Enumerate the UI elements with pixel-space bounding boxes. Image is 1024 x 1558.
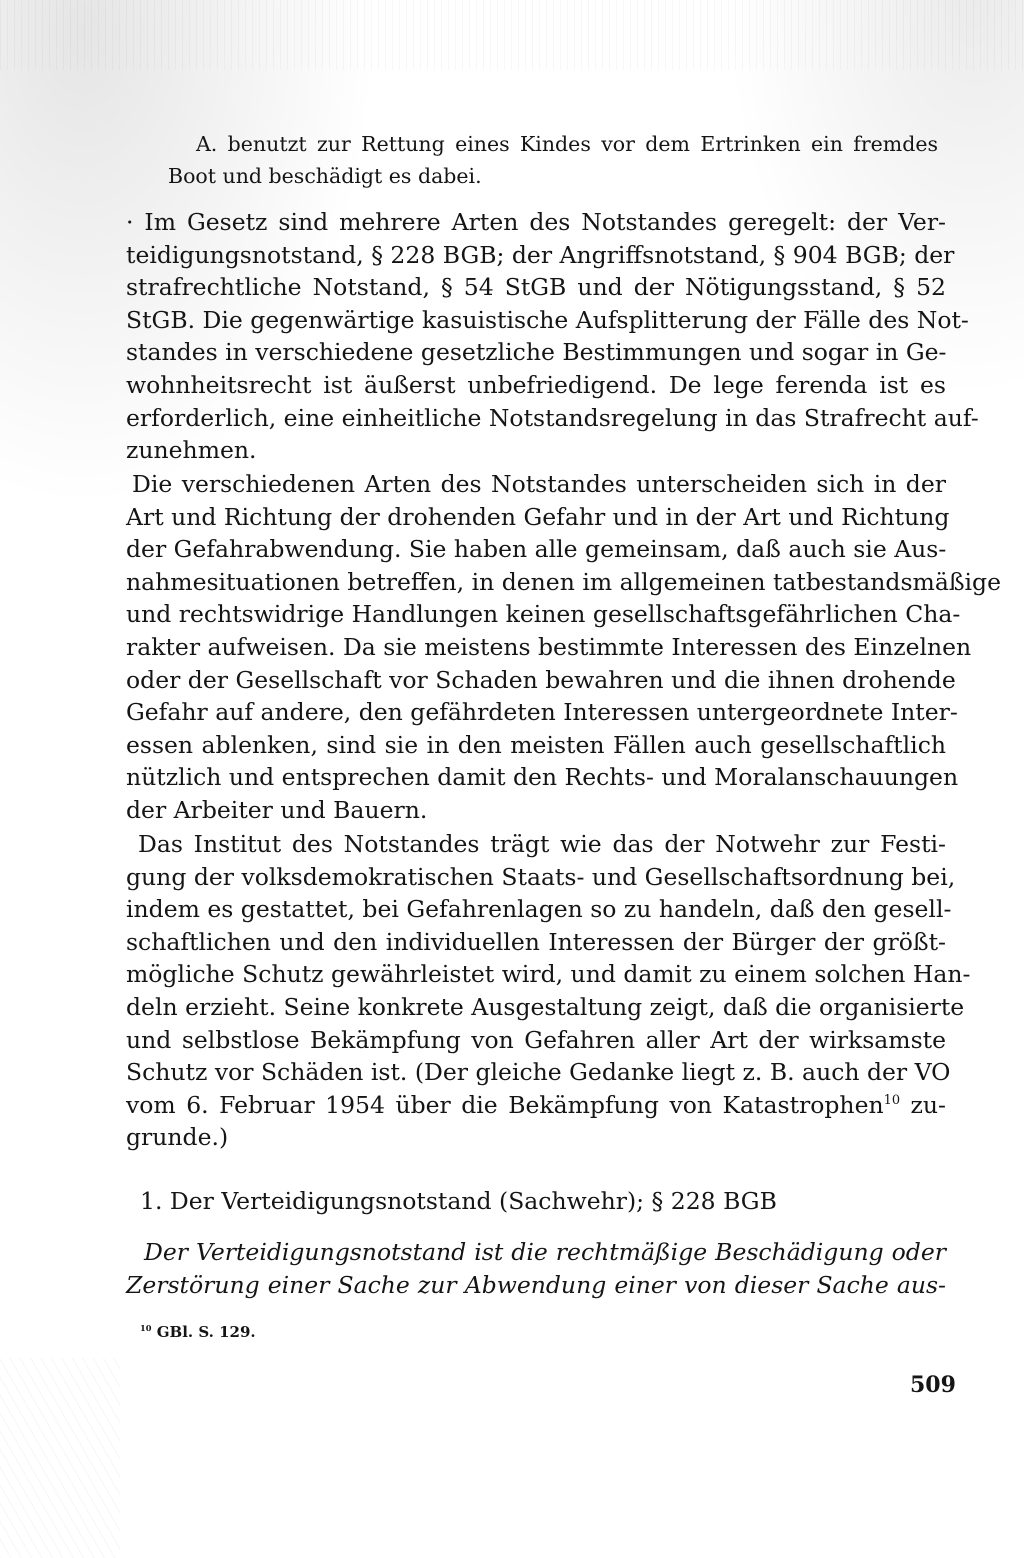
text-line: Art und Richtung der drohenden Gefahr und in der Art und Richtung [126, 502, 950, 531]
footnote-reference[interactable]: 10 [883, 1092, 901, 1108]
scan-noise-top [0, 0, 1024, 70]
text-line: StGB. Die gegenwärtige kasuistische Aufsplitterung der Fälle des Not- [126, 305, 969, 334]
text-line: standes in verschiedene gesetzliche Bestimmungen und sogar in Ge- [126, 338, 947, 367]
text-line: mögliche Schutz gewährleistet wird, und damit zu einem solchen Han- [126, 960, 971, 989]
text-line: indem es gestattet, bei Gefahrenlagen so zu handeln, daß den gesell- [126, 895, 952, 924]
text-line: strafrechtliche Notstand, § 54 StGB und der Nötigungsstand, § 52 [126, 273, 946, 302]
text-line: Die verschiedenen Arten des Notstandes unterscheiden sich in der [132, 470, 946, 498]
text-line: · Im Gesetz sind mehrere Arten des Notstandes geregelt: der Ver- [126, 208, 946, 236]
example-line: A. benutzt zur Rettung eines Kindes vor dem Ertrinken ein fremdes [196, 132, 938, 156]
text-line: rakter aufweisen. Da sie meistens bestimmte Interessen des Einzelnen [126, 632, 972, 661]
text-line: Gefahr auf andere, den gefährdeten Interessen untergeordnete Inter- [126, 698, 958, 727]
text-line: gung der volksdemokratischen Staats- und Gesellschaftsordnung bei, [126, 862, 956, 891]
text-line: grunde.) [126, 1123, 229, 1152]
footnote [140, 1322, 256, 1342]
text-line: oder der Gesellschaft vor Schaden bewahren und die ihnen drohende [126, 665, 956, 694]
text-line: der Arbeiter und Bauern. [126, 795, 428, 824]
text-segment: zu- [900, 1090, 947, 1119]
page-number: 509 [910, 1372, 956, 1398]
paragraph-3 [126, 828, 971, 1154]
text-line: deln erzieht. Seine konkrete Ausgestaltung zeigt, daß die organisierte [126, 992, 965, 1021]
text-line: und selbstlose Bekämpfung von Gefahren aller Art der wirksamste [126, 1025, 946, 1054]
text-line: Schutz vor Schäden ist. (Der gleiche Gedanke liegt z. B. auch der VO [126, 1058, 951, 1087]
text-line: essen ablenken, sind sie in den meisten Fällen auch gesellschaftlich [126, 730, 946, 759]
text-line: schaftlichen und den individuellen Interessen der Bürger der größt- [126, 927, 946, 956]
text-line-with-footnote [126, 1089, 946, 1122]
paragraph-2 [126, 468, 1001, 827]
definition-line: Der Verteidigungsnotstand ist die rechtmäßige Beschädigung oder [144, 1238, 946, 1266]
text-segment: vom 6. Februar 1954 über die Bekämpfung von Katastrophen [126, 1090, 884, 1119]
definition-text [126, 1236, 946, 1301]
example-text [168, 128, 938, 192]
text-line: nützlich und entsprechen damit den Rechts- und Moralanschauungen [126, 763, 959, 792]
scan-noise-bottom [0, 1358, 120, 1558]
example-line: Boot und beschädigt es dabei. [168, 164, 482, 188]
text-line: nahmesituationen betreffen, in denen im allgemeinen tatbestandsmäßige [126, 567, 1001, 596]
definition-line: Zerstörung einer Sache zur Abwendung einer von dieser Sache aus- [126, 1270, 946, 1299]
footnote-marker: 10 [140, 1323, 152, 1334]
text-line: Das Institut des Notstandes trägt wie das der Notwehr zur Festi- [138, 830, 946, 858]
text-line: erforderlich, eine einheitliche Notstandsregelung in das Strafrecht auf- [126, 403, 979, 432]
text-line: teidigungsnotstand, § 228 BGB; der Angriffsnotstand, § 904 BGB; der [126, 240, 955, 269]
text-line: der Gefahrabwendung. Sie haben alle gemeinsam, daß auch sie Aus- [126, 535, 947, 564]
footnote-text: GBl. S. 129. [151, 1323, 256, 1341]
section-heading: 1. Der Verteidigungsnotstand (Sachwehr); § 228 BGB [140, 1187, 777, 1215]
text-line: wohnheitsrecht ist äußerst unbefriedigend. De lege ferenda ist es [126, 370, 946, 399]
text-line: und rechtswidrige Handlungen keinen gesellschaftsgefährlichen Cha- [126, 600, 961, 629]
text-line: zunehmen. [126, 436, 257, 465]
paragraph-1 [126, 206, 979, 467]
